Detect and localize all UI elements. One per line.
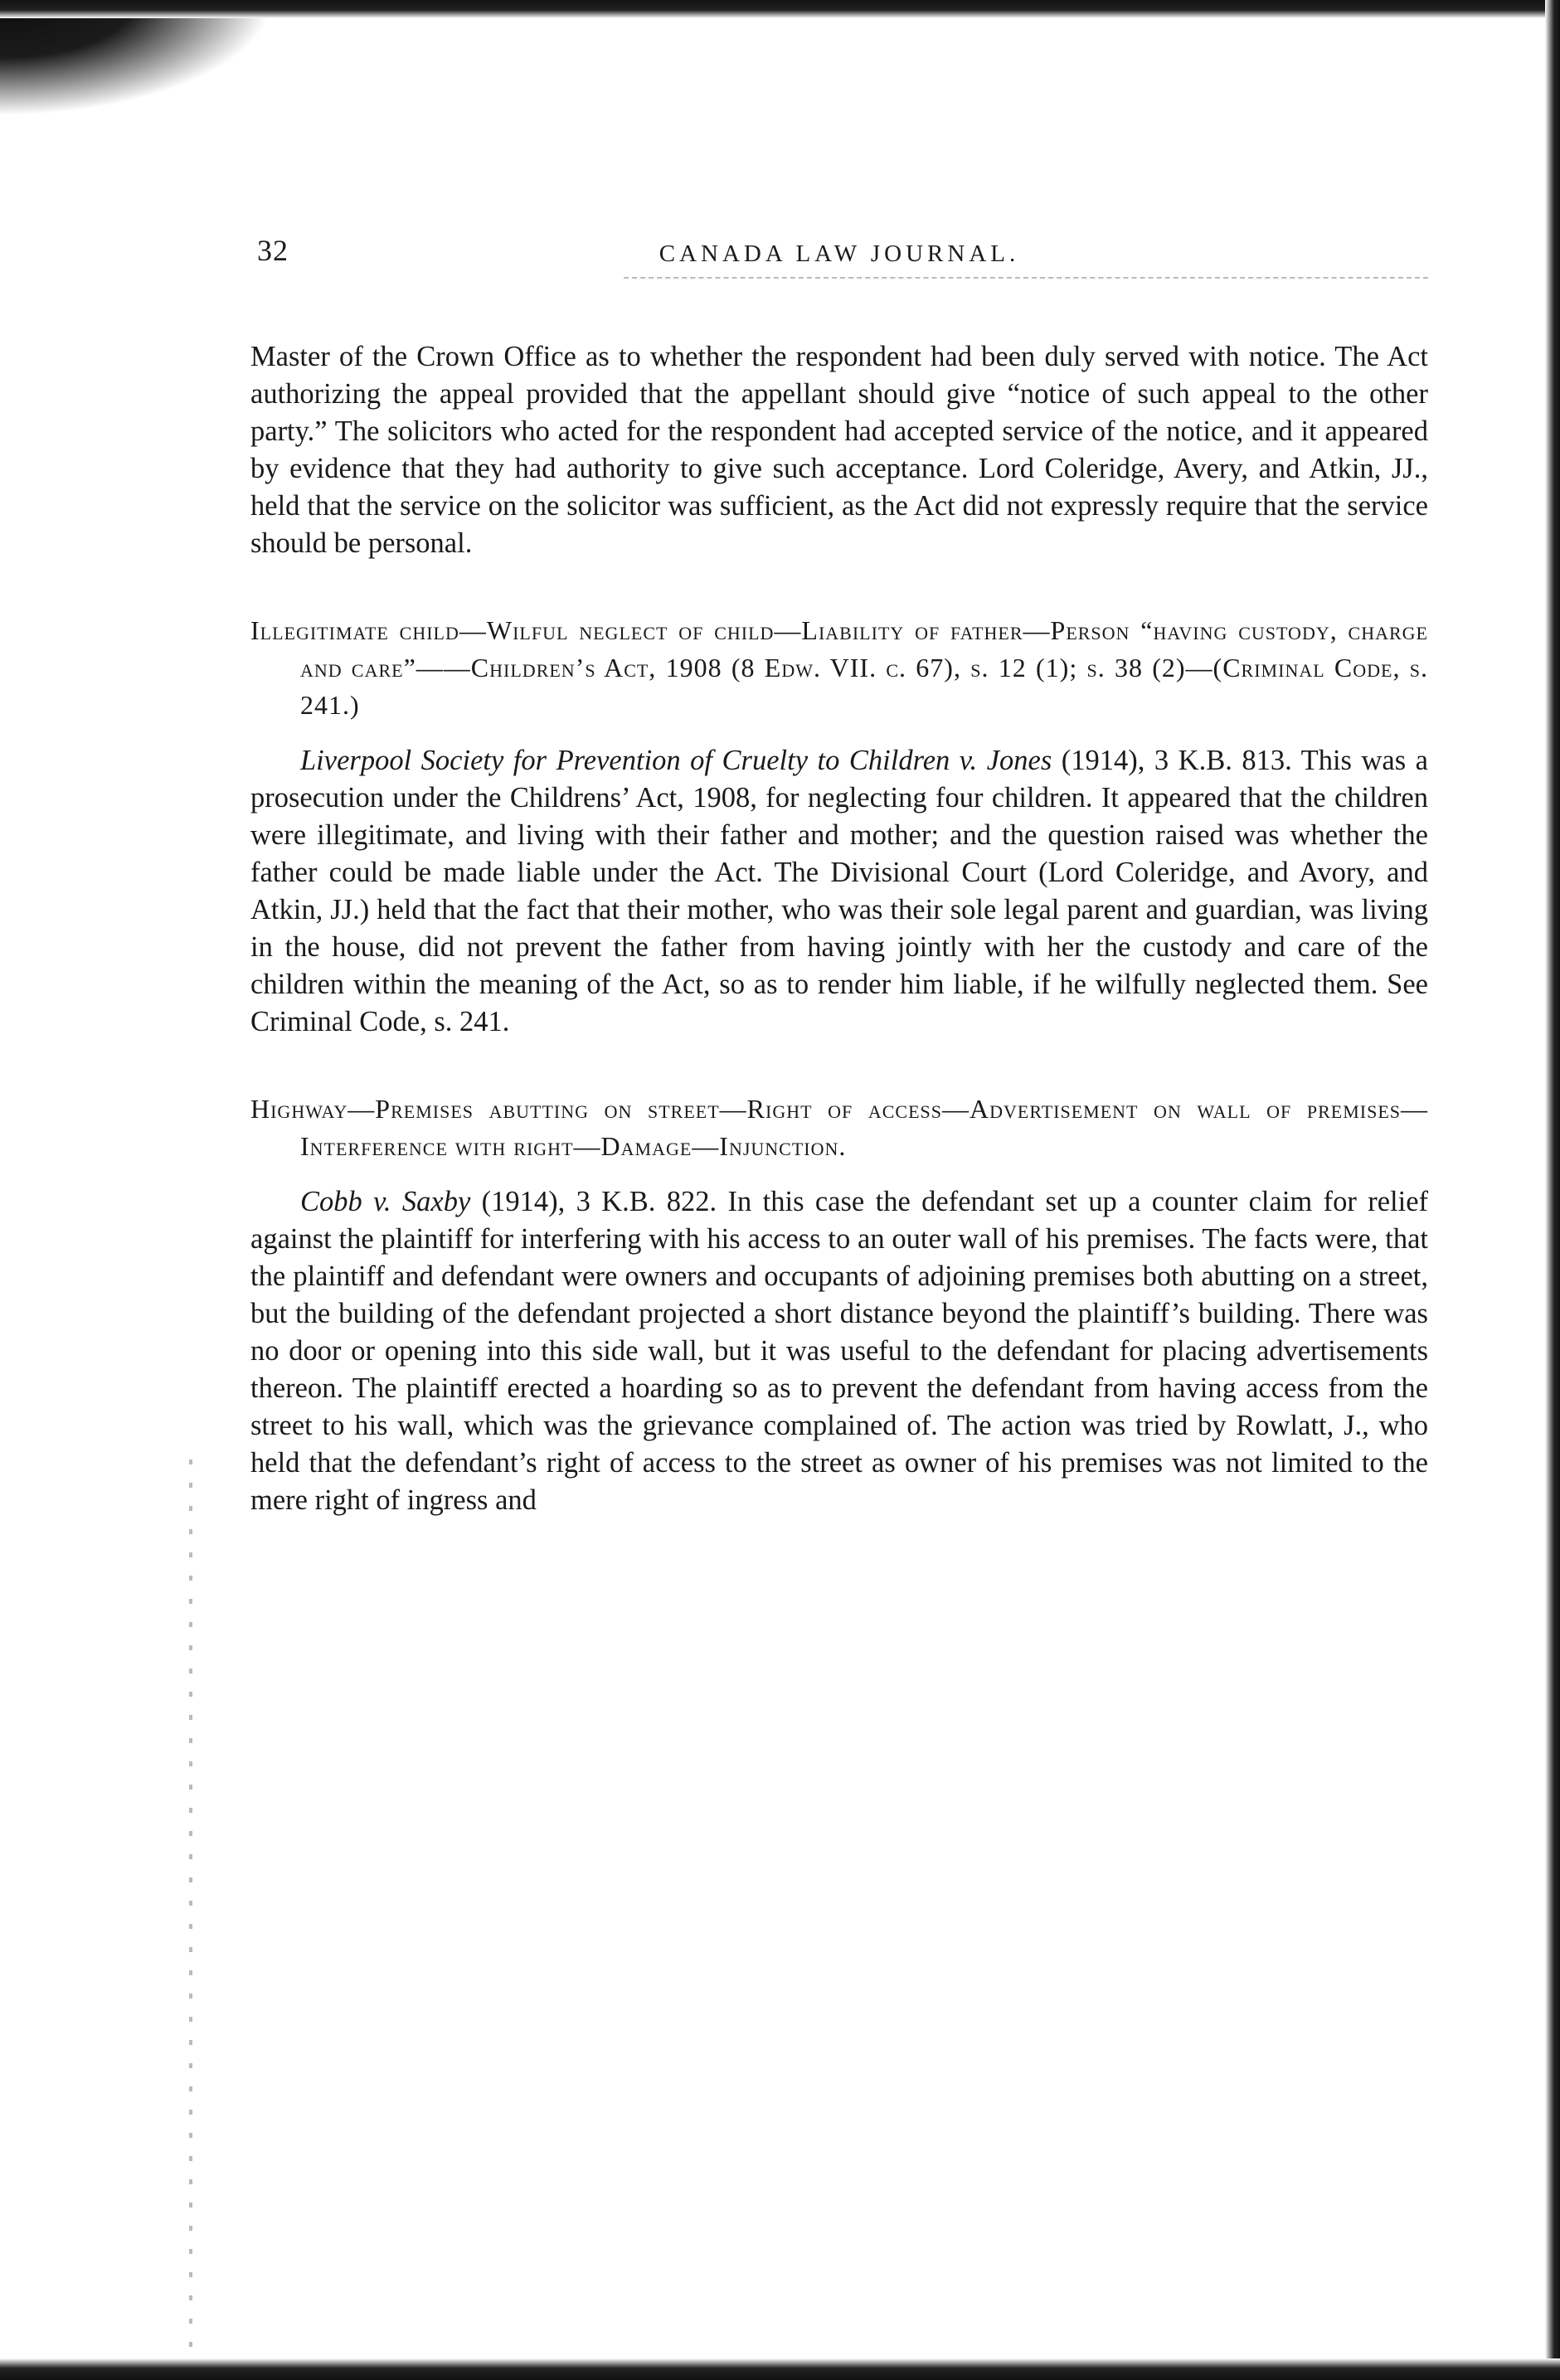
running-head: CANADA LAW JOURNAL. — [659, 240, 1020, 267]
section-heading-illegitimate-child: Illegitimate child—Wilful neglect of child—Liability of father—Person “having custody, charge and care”——Children’s Act, 1908 (8 Edw. VII. c. 67), s. 12 (1); s. 38 (2)—(Criminal Code, s. 241.) — [250, 615, 1428, 720]
margin-speckles — [189, 1460, 192, 2355]
page-header — [250, 232, 1428, 282]
scan-edge-right — [1545, 0, 1560, 2380]
section-heading-highway: Highway—Premises abutting on street—Right of access—Advertisement on wall of premises—Interference with right—Damage—Injunction. — [250, 1094, 1428, 1161]
case-paragraph-cobb-v-saxby — [250, 1183, 1428, 1519]
case-text: (1914), 3 K.B. 813. This was a prosecution under the Childrens’ Act, 1908, for neglecting four children. It appeared that the children were illegitimate, and living with their father and mother; and the question raised was whether the father could be made liable under the Act. The Divisional Court (Lord Coleridge, and Avory, and Atkin, JJ.) held that the fact that their mother, who was their sole legal parent and guardian, was living in the house, did not prevent the father from having jointly with her the custody and care of the children within the meaning of the Act, so as to render him liable, if he wilfully neglected them. See Criminal Code, s. 241. — [250, 745, 1428, 1037]
continued-paragraph: Master of the Crown Office as to whether the respondent had been duly served with notice. The Act authorizing the appeal provided that the appellant should give “notice of such appeal to the other party.” The solicitors who acted for the respondent had accepted service of the notice, and it appeared by evidence that they had authority to give such acceptance. Lord Coleridge, Avery, and Atkin, JJ., held that the service on the solicitor was sufficient, as the Act did not expressly require that the service should be personal. — [250, 341, 1428, 559]
case-name: Liverpool Society for Prevention of Cruelty to Children v. Jones — [300, 745, 1052, 776]
scan-edge-bottom — [0, 2358, 1560, 2380]
case-name: Cobb v. Saxby — [300, 1186, 471, 1217]
case-paragraph-liverpool-society — [250, 742, 1428, 1041]
case-text: (1914), 3 K.B. 822. In this case the defendant set up a counter claim for relief against the plaintiff for interfering with his access to an outer wall of his premises. The facts were, that the plaintiff and defendant were owners and occupants of adjoining premises both abutting on a street, but the building of the defendant projected a short distance beyond the plaintiff’s building. There was no door or opening into this side wall, but it was useful to the defendant for placing advertisements thereon. The plaintiff erected a hoarding so as to prevent the defendant from having access from the street to his wall, which was the grievance complained of. The action was tried by Rowlatt, J., who held that the defendant’s right of access to the street as owner of his premises was not limited to the mere right of ingress and — [250, 1186, 1428, 1516]
page-number: 32 — [257, 234, 289, 267]
journal-page — [250, 232, 1428, 1519]
scan-edge-top — [0, 0, 1560, 18]
header-rule — [624, 277, 1428, 279]
